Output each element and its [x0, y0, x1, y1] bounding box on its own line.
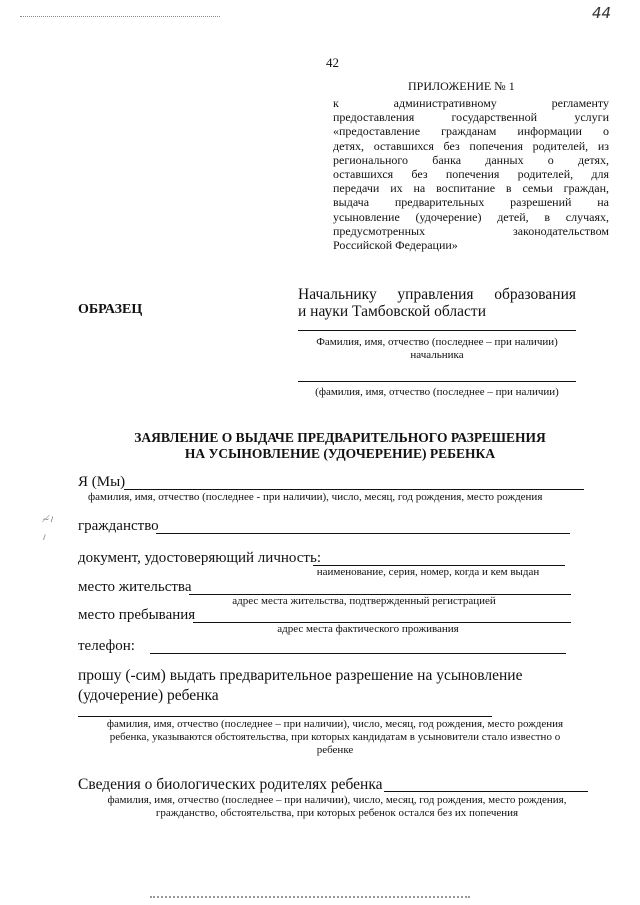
scan-mark: ≀ [42, 532, 46, 542]
scan-artifact-bottom [150, 896, 470, 898]
child-field[interactable] [78, 716, 492, 717]
citizenship-label: гражданство [78, 518, 159, 534]
residence-label: место жительства [78, 579, 192, 595]
addressee-line-1: Начальнику управления образования [298, 286, 576, 303]
request-line-2: (удочерение) ребенка [78, 687, 219, 704]
parents-label: Сведения о биологических родителях ребенка [78, 776, 383, 793]
title-line: ЗАЯВЛЕНИЕ О ВЫДАЧЕ ПРЕДВАРИТЕЛЬНОГО РАЗРЕШЕНИЯ [134, 430, 546, 445]
stay-label: место пребывания [78, 607, 196, 623]
sample-label: ОБРАЗЕЦ [78, 302, 143, 317]
scan-mark: ≁≀ [42, 514, 53, 524]
residence-hint: адрес места жительства, подтвержденный регистрацией [232, 595, 496, 607]
appendix-line: предоставления государственной услуги [333, 110, 609, 125]
appendix-line: передачи их на воспитание в семьи граждан, [333, 181, 609, 196]
sheet-number: 44 [592, 4, 612, 22]
citizenship-field[interactable] [156, 533, 570, 534]
applicant-label: Я (Мы) [78, 474, 126, 490]
phone-label: телефон: [78, 638, 135, 654]
addressee-line-2: и науки Тамбовской области [298, 303, 486, 320]
appendix-line: регионального банка данных о детях, [333, 152, 609, 167]
page-number: 42 [326, 55, 339, 70]
addressee-block [298, 286, 576, 320]
id-document-hint: наименование, серия, номер, когда и кем выдан [316, 566, 540, 578]
parents-hint [70, 794, 604, 820]
hint-text: ребенка, указываются обстоятельства, при которых кандидатам в усыновители стало известно о [109, 731, 561, 743]
hint-text: Фамилия, имя, отчество (последнее – при наличии) [316, 336, 558, 348]
appendix-heading: ПРИЛОЖЕНИЕ № 1 [408, 79, 515, 93]
appendix-line: оставшихся без попечения родителей, для [333, 167, 609, 182]
appendix-line: «предоставление гражданам информации о [333, 124, 609, 139]
applicant-hint: фамилия, имя, отчество (последнее - при наличии), число, месяц, год рождения, место рождения [88, 491, 543, 503]
addressee-hint-1 [298, 336, 576, 362]
id-document-label: документ, удостоверяющий личность: [78, 550, 321, 566]
stay-hint: адрес места фактического проживания [277, 623, 459, 635]
appendix-line: выдача предварительных разрешений на [333, 195, 609, 210]
title-line: НА УСЫНОВЛЕНИЕ (УДОЧЕРЕНИЕ) РЕБЕНКА [184, 446, 496, 461]
appendix-line: усыновление (удочерение) детей, в случаях, [333, 209, 609, 224]
hint-text: фамилия, имя, отчество (последнее – при наличии), число, месяц, год рождения, место рождения, [107, 794, 567, 806]
document-title [60, 430, 620, 462]
request-line-1: прошу (-сим) выдать предварительное разрешение на усыновление [78, 667, 523, 684]
hint-text: гражданство, обстоятельства, при которых ребенок остался без их попечения [155, 807, 519, 819]
phone-field[interactable] [150, 653, 566, 654]
applicant-field[interactable] [124, 489, 584, 490]
sender-hint: (фамилия, имя, отчество (последнее – при наличии) [315, 386, 559, 398]
child-hint [70, 718, 600, 757]
scan-artifact-top [20, 16, 220, 17]
appendix-text [333, 96, 609, 252]
hint-text: начальника [410, 349, 464, 361]
hint-text: ребенке [316, 744, 354, 756]
appendix-line: детях, оставшихся без попечения родителей, из [333, 138, 609, 153]
hint-text: фамилия, имя, отчество (последнее – при наличии), число, месяц, год рождения, место рождения [106, 718, 564, 730]
addressee-name-line [298, 330, 576, 331]
appendix-line: Российской Федерации» [333, 238, 458, 253]
appendix-line: к административному регламенту [333, 96, 609, 110]
parents-field[interactable] [384, 791, 588, 792]
appendix-line: предусмотренных законодательством [333, 223, 609, 238]
sender-name-line [298, 381, 576, 382]
